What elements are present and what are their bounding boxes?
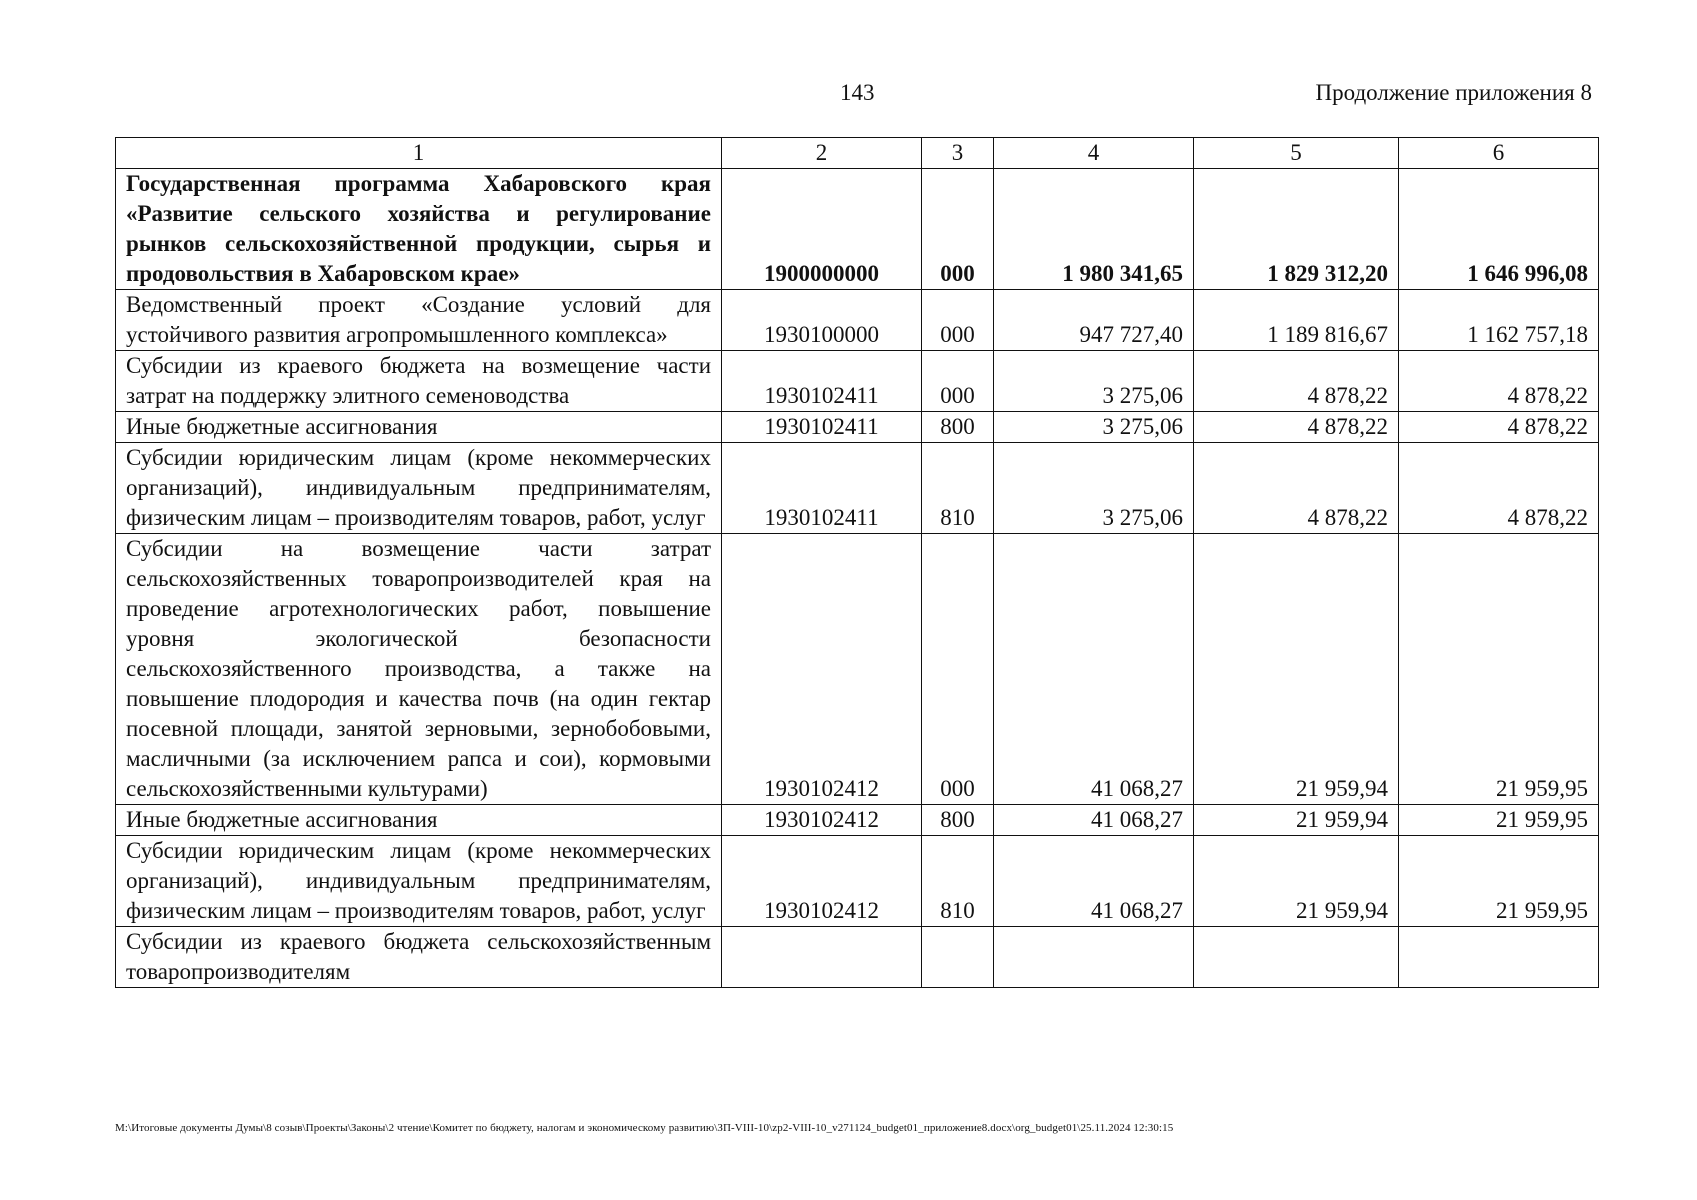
column-header: 4 (994, 138, 1194, 169)
row-description: Субсидии из краевого бюджета на возмещение части затрат на поддержку элитного семеноводства (116, 351, 722, 412)
row-description: Субсидии юридическим лицам (кроме некоммерческих организаций), индивидуальным предпринимателям, физическим лицам – производителям товаров, работ, услуг (116, 443, 722, 534)
row-description: Государственная программа Хабаровского края «Развитие сельского хозяйства и регулирование рынков сельскохозяйственной продукции, сырья и продовольствия в Хабаровском крае» (116, 169, 722, 290)
table-row (116, 412, 1599, 443)
column-header: 1 (116, 138, 722, 169)
table-row (116, 169, 1599, 290)
table-header-row (116, 138, 1599, 169)
expense-type-code: 800 (922, 412, 994, 443)
amount-col-6: 4 878,22 (1399, 351, 1599, 412)
expense-type-code: 800 (922, 805, 994, 836)
table-row (116, 351, 1599, 412)
amount-col-6: 21 959,95 (1399, 836, 1599, 927)
expense-type-code: 000 (922, 290, 994, 351)
amount-col-5: 4 878,22 (1194, 412, 1399, 443)
page-number: 143 (840, 80, 875, 105)
row-description: Иные бюджетные ассигнования (116, 805, 722, 836)
target-article-code: 1930102411 (722, 443, 922, 534)
amount-col-6 (1399, 927, 1599, 988)
amount-col-5: 1 189 816,67 (1194, 290, 1399, 351)
amount-col-6: 4 878,22 (1399, 443, 1599, 534)
footer-file-path: M:\Итоговые документы Думы\8 созыв\Проекты\Законы\2 чтение\Комитет по бюджету, налогам и экономическому развитию\ЗП-VIII-10\zp2-VIII-10_v271124_budget01_приложение8.docx\org_budget01\25.11.2024 12:30:15 (115, 1122, 1174, 1134)
amount-col-6: 21 959,95 (1399, 805, 1599, 836)
column-header: 3 (922, 138, 994, 169)
table-row (116, 443, 1599, 534)
amount-col-4: 3 275,06 (994, 351, 1194, 412)
expense-type-code: 000 (922, 169, 994, 290)
amount-col-5: 21 959,94 (1194, 836, 1399, 927)
target-article-code: 1900000000 (722, 169, 922, 290)
budget-table (115, 137, 1599, 988)
expense-type-code: 000 (922, 534, 994, 805)
amount-col-6: 1 162 757,18 (1399, 290, 1599, 351)
row-description: Ведомственный проект «Создание условий для устойчивого развития агропромышленного комплекса» (116, 290, 722, 351)
amount-col-6: 1 646 996,08 (1399, 169, 1599, 290)
amount-col-5: 21 959,94 (1194, 534, 1399, 805)
amount-col-4: 947 727,40 (994, 290, 1194, 351)
amount-col-5: 4 878,22 (1194, 443, 1399, 534)
column-header: 2 (722, 138, 922, 169)
column-header: 5 (1194, 138, 1399, 169)
target-article-code: 1930102412 (722, 805, 922, 836)
target-article-code: 1930100000 (722, 290, 922, 351)
table-row (116, 927, 1599, 988)
expense-type-code: 810 (922, 836, 994, 927)
expense-type-code (922, 927, 994, 988)
target-article-code: 1930102412 (722, 836, 922, 927)
table-row (116, 805, 1599, 836)
target-article-code: 1930102411 (722, 351, 922, 412)
table-row (116, 290, 1599, 351)
amount-col-4: 1 980 341,65 (994, 169, 1194, 290)
table-row (116, 534, 1599, 805)
amount-col-4: 3 275,06 (994, 443, 1194, 534)
target-article-code (722, 927, 922, 988)
table-row (116, 836, 1599, 927)
amount-col-6: 21 959,95 (1399, 534, 1599, 805)
amount-col-5 (1194, 927, 1399, 988)
amount-col-4: 41 068,27 (994, 534, 1194, 805)
row-description: Иные бюджетные ассигнования (116, 412, 722, 443)
amount-col-4: 41 068,27 (994, 836, 1194, 927)
row-description: Субсидии из краевого бюджета сельскохозяйственным товаропроизводителям (116, 927, 722, 988)
target-article-code: 1930102412 (722, 534, 922, 805)
amount-col-4: 3 275,06 (994, 412, 1194, 443)
row-description: Субсидии на возмещение части затрат сельскохозяйственных товаропроизводителей края на проведение агротехнологических работ, повышение уровня экологической безопасности сельскохозяйственного производства, а также на повышение плодородия и качества почв (на один гектар посевной площади, занятой зерновыми, зернобобовыми, масличными (за исключением рапса и сои), кормовыми сельскохозяйственными культурами) (116, 534, 722, 805)
amount-col-5: 21 959,94 (1194, 805, 1399, 836)
expense-type-code: 810 (922, 443, 994, 534)
expense-type-code: 000 (922, 351, 994, 412)
row-description: Субсидии юридическим лицам (кроме некоммерческих организаций), индивидуальным предпринимателям, физическим лицам – производителям товаров, работ, услуг (116, 836, 722, 927)
column-header: 6 (1399, 138, 1599, 169)
appendix-label: Продолжение приложения 8 (1315, 80, 1592, 105)
amount-col-4: 41 068,27 (994, 805, 1194, 836)
amount-col-5: 4 878,22 (1194, 351, 1399, 412)
amount-col-5: 1 829 312,20 (1194, 169, 1399, 290)
amount-col-4 (994, 927, 1194, 988)
amount-col-6: 4 878,22 (1399, 412, 1599, 443)
target-article-code: 1930102411 (722, 412, 922, 443)
